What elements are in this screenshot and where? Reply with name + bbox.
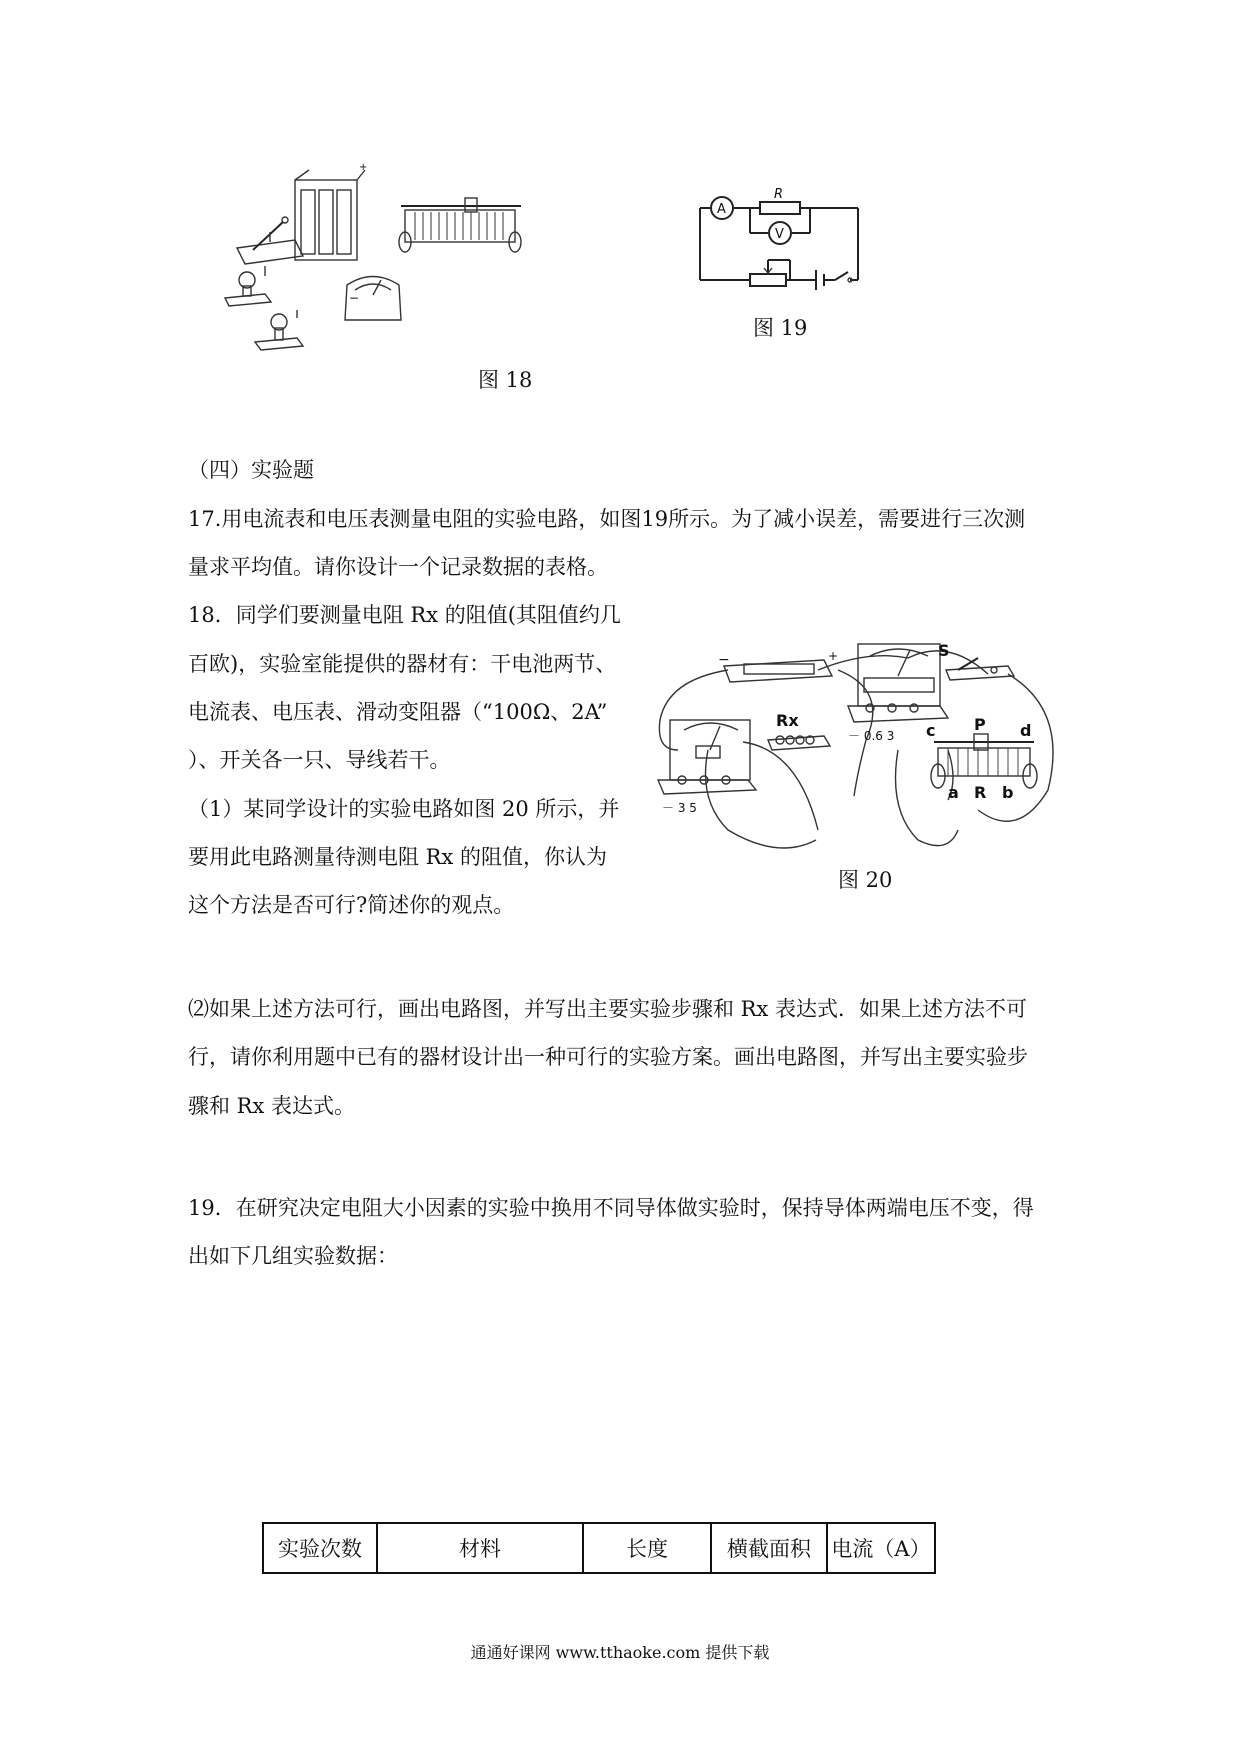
- q18-line-7: 这个方法是否可行?简述你的观点。: [188, 893, 515, 917]
- figure-20-caption: 图 20: [838, 868, 893, 892]
- fig20-left-meter-scale: － 3 5: [662, 801, 697, 815]
- q18-line-4: ）、开关各一只、导线若干。: [188, 748, 451, 772]
- resistor-label: R: [774, 187, 784, 202]
- fig20-right-meter-scale: － 0.6 3: [848, 729, 895, 743]
- fig20-label-r: R: [974, 783, 987, 802]
- svg-text:+: +: [828, 649, 839, 663]
- switch-symbol: [835, 272, 848, 280]
- fig20-rx-resistor: [768, 736, 830, 750]
- lamp-holder-sketch-1: [225, 266, 271, 306]
- table-header-length: 长度: [583, 1523, 711, 1573]
- rheostat-sketch: [399, 198, 521, 252]
- table-header-row: [263, 1523, 935, 1573]
- q18-part2-line-1: ⑵如果上述方法可行，画出电路图，并写出主要实验步骤和 Rx 表达式．如果上述方法不可: [188, 997, 1028, 1021]
- q18-line-3: 电流表、电压表、滑动变阻器（“100Ω、2A”: [188, 700, 608, 724]
- fig20-label-b: b: [1002, 783, 1014, 802]
- fig20-label-a: a: [948, 783, 959, 802]
- fig20-battery: [718, 649, 838, 682]
- q18-line-5: （1）某同学设计的实验电路如图 20 所示，并: [188, 797, 620, 821]
- fig20-label-rx: Rx: [776, 711, 799, 730]
- q18-line-6: 要用此电路测量待测电阻 Rx 的阻值，你认为: [188, 845, 608, 869]
- figure-19-caption: 图 19: [753, 316, 808, 340]
- experiment-data-table: [262, 1522, 936, 1574]
- svg-text:+: +: [359, 162, 368, 173]
- figure-18-apparatus: [225, 162, 605, 380]
- q18-part2-line-2: 行，请你利用题中已有的器材设计出一种可行的实验方案。画出电路图，并写出主要实验步: [188, 1045, 1028, 1069]
- q18-line-1: 18．同学们要测量电阻 Rx 的阻值(其阻值约几: [188, 603, 621, 627]
- q19-line-1: 19．在研究决定电阻大小因素的实验中换用不同导体做实验时，保持导体两端电压不变，得: [188, 1196, 1034, 1220]
- lamp-holder-sketch-2: [255, 310, 303, 350]
- fig20-rheostat: [931, 734, 1037, 788]
- q18-part2-line-3: 骤和 Rx 表达式。: [188, 1094, 356, 1118]
- table-header-cross-section: 横截面积: [711, 1523, 827, 1573]
- page-footer: 通通好课网 www.tthaoke.com 提供下载: [470, 1643, 770, 1662]
- table-header-material: 材料: [377, 1523, 583, 1573]
- ammeter-label: A: [717, 202, 726, 217]
- voltmeter-label: V: [775, 227, 784, 242]
- section-heading: （四）实验题: [188, 458, 314, 482]
- q17-line-1: 17.用电流表和电压表测量电阻的实验电路，如图19所示。为了减小误差，需要进行三次测: [188, 507, 1026, 531]
- rheostat-symbol: [750, 274, 786, 286]
- figure-20-physical-circuit: [648, 630, 1068, 870]
- fig20-label-c: c: [926, 721, 936, 740]
- fig20-label-p: P: [974, 715, 986, 734]
- fig20-label-s: S: [938, 641, 950, 660]
- q19-line-2: 出如下几组实验数据：: [188, 1244, 398, 1268]
- table-header-trial-count: 实验次数: [263, 1523, 377, 1573]
- figure-19-circuit: [690, 188, 870, 298]
- battery-box-sketch: [295, 162, 367, 260]
- fig20-right-meter: [848, 644, 948, 722]
- resistor-symbol: [760, 202, 800, 214]
- fig20-label-d: d: [1020, 721, 1032, 740]
- svg-text:−: −: [718, 652, 730, 668]
- figure-18-caption: 图 18: [478, 368, 533, 392]
- q18-line-2: 百欧)，实验室能提供的器材有：干电池两节、: [188, 652, 617, 676]
- svg-text:−: −: [349, 291, 360, 305]
- table-header-current: 电流（A）: [827, 1523, 935, 1573]
- q17-line-2: 量求平均值。请你设计一个记录数据的表格。: [188, 555, 608, 579]
- fig20-switch: [946, 658, 1014, 680]
- meter-sketch: [345, 277, 401, 321]
- knife-switch-sketch: [237, 217, 303, 264]
